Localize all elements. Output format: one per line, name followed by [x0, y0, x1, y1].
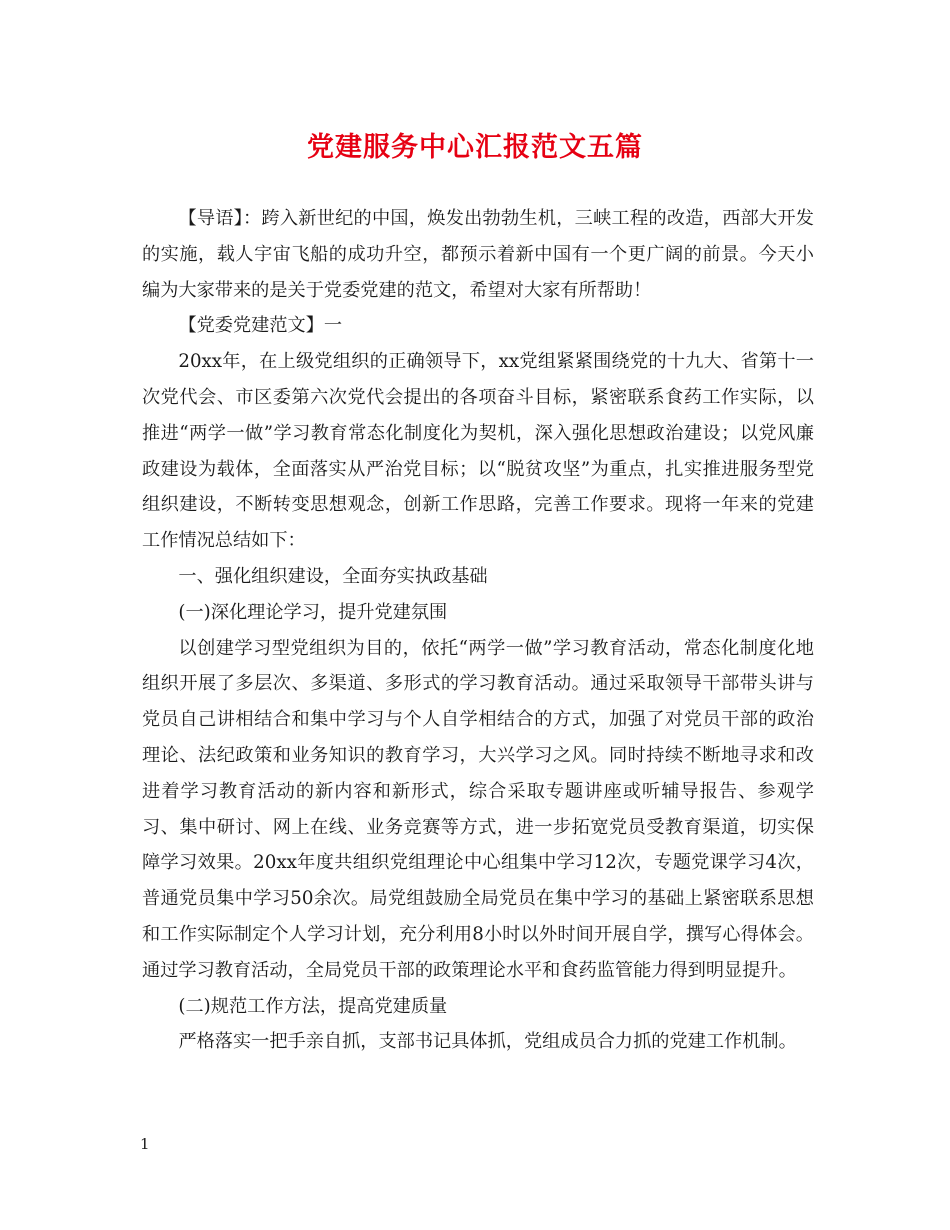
section-heading: 一、强化组织建设，全面夯实执政基础 — [178, 565, 488, 587]
document-body — [142, 201, 814, 1060]
intro-paragraph: 【导语】：跨入新世纪的中国，焕发出勃勃生机，三峡工程的改造，西部大开发的实施，载人宇宙飞船的成功升空，都预示着新中国有一个更广阔的前景。今天小编为大家带来的是关于党委党建的范文，希望对大家有所帮助！ — [142, 208, 814, 301]
document-title: 党建服务中心汇报范文五篇 — [307, 132, 643, 163]
page-number: 1 — [140, 1135, 150, 1153]
body-paragraph: 20xx年，在上级党组织的正确领导下，xx党组紧紧围绕党的十九大、省第十一次党代会、市区委第六次党代会提出的各项奋斗目标，紧密联系食药工作实际，以推进“两学一做”学习教育常态化制度化为契机，深入强化思想政治建设；以党风廉政建设为载体，全面落实从严治党目标；以“脱贫攻坚”为重点，扎实推进服务型党组织建设，不断转变思想观念，创新工作思路，完善工作要求。现将一年来的党建工作情况总结如下： — [142, 351, 814, 552]
subsection-heading: (一)深化理论学习，提升党建氛围 — [178, 601, 448, 623]
body-paragraph: 严格落实一把手亲自抓，支部书记具体抓，党组成员合力抓的党建工作机制。 — [178, 1031, 797, 1053]
body-paragraph: 以创建学习型党组织为目的，依托“两学一做”学习教育活动，常态化制度化地组织开展了多层次、多渠道、多形式的学习教育活动。通过采取领导干部带头讲与党员自己讲相结合和集中学习与个人自学相结合的方式，加强了对党员干部的政治理论、法纪政策和业务知识的教育学习，大兴学习之风。同时持续不断地寻求和改进着学习教育活动的新内容和新形式，综合采取专题讲座或听辅导报告、参观学习、集中研讨、网上在线、业务竞赛等方式，进一步拓宽党员受教育渠道，切实保障学习效果。20xx年度共组织党组理论中心组集中学习12次，专题党课学习4次，普通党员集中学习50余次。局党组鼓励全局党员在集中学习的基础上紧密联系思想和工作实际制定个人学习计划，充分利用8小时以外时间开展自学，撰写心得体会。通过学习教育活动，全局党员干部的政策理论水平和食药监管能力得到明显提升。 — [142, 637, 814, 981]
section-label: 【党委党建范文】一 — [178, 315, 343, 337]
subsection-heading: (二)规范工作方法，提高党建质量 — [178, 995, 448, 1017]
